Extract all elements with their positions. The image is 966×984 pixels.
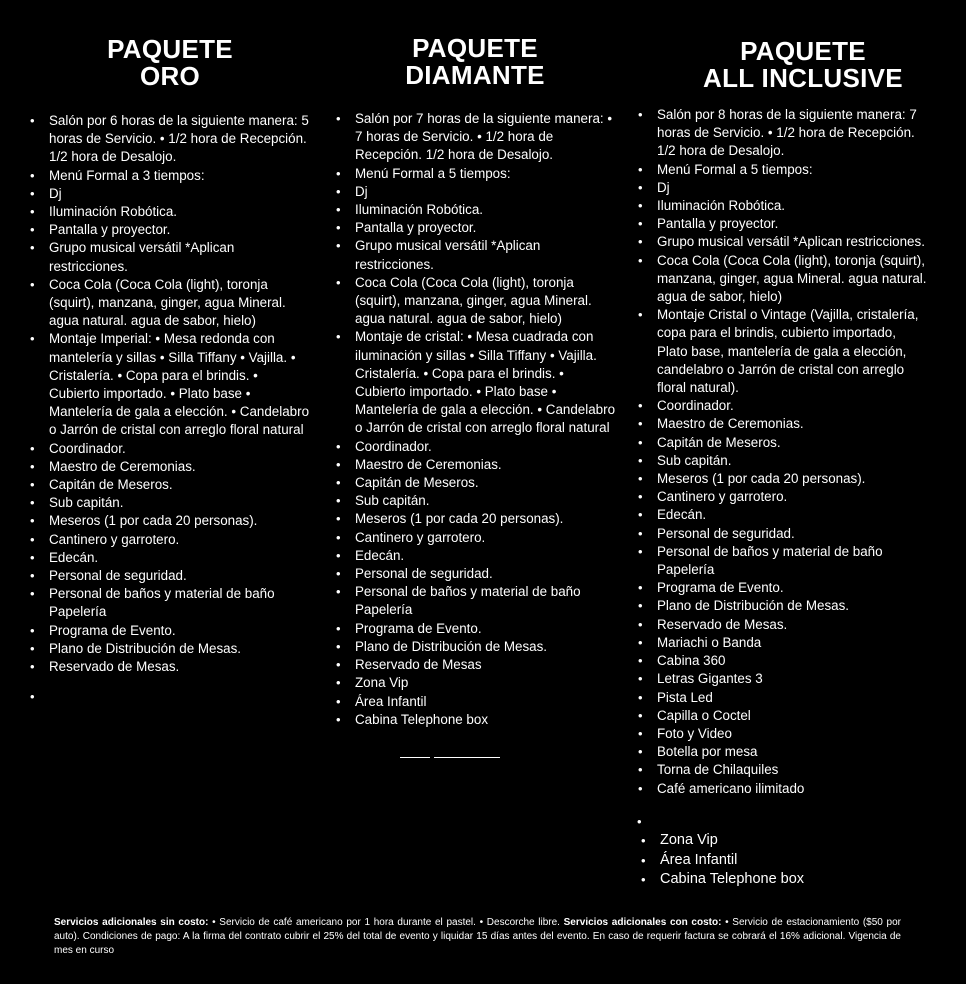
list-item: • Cabina Telephone box [660,870,920,890]
orphan-bullet: • [30,689,35,704]
orphan-bullet: • [637,814,642,829]
list-item: • Zona Vip [660,831,920,851]
list-item: • Personal de seguridad. [49,567,311,585]
list-item: • Menú Formal a 3 tiempos: [49,167,311,185]
list-item: • Montaje de cristal: • Mesa cuadrada con iluminación y sillas • Silla Tiffany • Vajilla. Cristalería. • Copa para el brindis. • Cubierto importado. • Plato base • Mantelería de gala a elección. • Candelabro o Jarrón de cristal con arreglo floral natural [355,328,617,437]
list-item: • Letras Gigantes 3 [657,670,929,688]
list-item: • Coca Cola (Coca Cola (light), toronja (squirt), manzana, ginger, agua Mineral. agua natural. agua de sabor, hielo) [49,276,311,331]
list-item: • Capitán de Meseros. [355,474,617,492]
package-title-line2: DIAMANTE [405,60,545,90]
list-item: • Sub capitán. [49,494,311,512]
list-item: • Personal de baños y material de baño Papelería [657,543,929,579]
list-item: • Grupo musical versátil *Aplican restricciones. [49,239,311,275]
list-item: • Meseros (1 por cada 20 personas). [49,512,311,530]
list-item: • Plano de Distribución de Mesas. [355,638,617,656]
list-item: • Dj [49,185,311,203]
package-title-line2: ALL INCLUSIVE [703,63,903,93]
list-item: • Edecán. [49,549,311,567]
package-title-line1: PAQUETE [740,36,866,66]
list-item: • Salón por 7 horas de la siguiente manera: • 7 horas de Servicio. • 1/2 hora de Recepción. 1/2 hora de Desalojo. [355,110,617,165]
list-item: • Montaje Imperial: • Mesa redonda con mantelería y sillas • Silla Tiffany • Vajilla. • Cristalería. • Copa para el brindis. • Cubierto importado. • Plato base • Mantelería de gala a elección. • Candelabro o Jarrón de cristal con arreglo floral natural [49,330,311,439]
list-item: • Maestro de Ceremonias. [49,458,311,476]
list-item: • Reservado de Mesas. [49,658,311,676]
list-item: • Plano de Distribución de Mesas. [49,640,311,658]
list-item: • Coordinador. [355,438,617,456]
list-item: • Zona Vip [355,674,617,692]
list-item: • Iluminación Robótica. [657,197,929,215]
list-item: • Reservado de Mesas. [657,616,929,634]
list-item: • Dj [355,183,617,201]
list-item: • Programa de Evento. [657,579,929,597]
package-title-line1: PAQUETE [107,34,233,64]
list-item: • Maestro de Ceremonias. [657,415,929,433]
package-title-diamante [375,35,575,89]
list-item: • Personal de seguridad. [355,565,617,583]
list-item: • Coordinador. [49,440,311,458]
list-item: • Menú Formal a 5 tiempos: [657,161,929,179]
list-item: • Programa de Evento. [49,622,311,640]
package-items-oro [49,112,311,676]
list-item: • Iluminación Robótica. [355,201,617,219]
list-item: • Cantinero y garrotero. [49,531,311,549]
list-item: • Salón por 6 horas de la siguiente manera: 5 horas de Servicio. • 1/2 hora de Recepción. 1/2 hora de Desalojo. [49,112,311,167]
package-extra-items-all-inclusive [660,831,920,890]
list-item: • Coca Cola (Coca Cola (light), toronja (squirt), manzana, ginger, agua Mineral. agua natural. agua de sabor, hielo) [355,274,617,329]
list-item: • Torna de Chilaquiles [657,761,929,779]
list-item: • Café americano ilimitado [657,780,929,798]
list-item: • Sub capitán. [657,452,929,470]
list-item: • Iluminación Robótica. [49,203,311,221]
list-item: • Edecán. [355,547,617,565]
list-item: • Meseros (1 por cada 20 personas). [657,470,929,488]
list-item: • Grupo musical versátil *Aplican restricciones. [355,237,617,273]
list-item: • Cabina 360 [657,652,929,670]
list-item: • Montaje Cristal o Vintage (Vajilla, cristalería, copa para el brindis, cubierto importado, Plato base, mantelería de gala a elección, candelabro o Jarrón de cristal con arreglo floral natural). [657,306,929,397]
list-item: • Dj [657,179,929,197]
list-item: • Capitán de Meseros. [657,434,929,452]
list-item: • Foto y Video [657,725,929,743]
list-item: • Área Infantil [660,851,920,871]
package-title-line1: PAQUETE [412,33,538,63]
list-item: • Pantalla y proyector. [657,215,929,233]
list-item: • Salón por 8 horas de la siguiente manera: 7 horas de Servicio. • 1/2 hora de Recepción. 1/2 hora de Desalojo. [657,106,929,161]
list-item: • Cantinero y garrotero. [657,488,929,506]
list-item: • Programa de Evento. [355,620,617,638]
package-title-line2: ORO [139,61,201,91]
list-item: • Área Infantil [355,693,617,711]
list-item: • Pantalla y proyector. [49,221,311,239]
list-item: • Pantalla y proyector. [355,219,617,237]
list-item: • Maestro de Ceremonias. [355,456,617,474]
list-item: • Capitán de Meseros. [49,476,311,494]
list-item: • Meseros (1 por cada 20 personas). [355,510,617,528]
list-item: • Mariachi o Banda [657,634,929,652]
list-item: • Coca Cola (Coca Cola (light), toronja (squirt), manzana, ginger, agua Mineral. agua natural. agua de sabor, hielo) [657,252,929,307]
list-item: • Cantinero y garrotero. [355,529,617,547]
list-item: • Capilla o Coctel [657,707,929,725]
list-item: • Botella por mesa [657,743,929,761]
package-items-diamante [355,110,617,729]
list-item: • Sub capitán. [355,492,617,510]
footer-text-free-services: • Servicio de café americano por 1 hora durante el pastel. • Descorche libre. [208,917,564,928]
list-item: • Personal de baños y material de baño Papelería [49,585,311,621]
footer-terms [54,916,901,958]
list-item: • Coordinador. [657,397,929,415]
package-items-all-inclusive [657,106,929,798]
decorative-underline [400,757,430,758]
list-item: • Cabina Telephone box [355,711,617,729]
list-item: • Plano de Distribución de Mesas. [657,597,929,615]
package-title-oro [70,36,270,90]
footer-bold-paid-services: Servicios adicionales con costo: [563,917,722,928]
decorative-underline [434,757,500,758]
list-item: • Personal de seguridad. [657,525,929,543]
footer-bold-free-services: Servicios adicionales sin costo: [54,917,209,928]
list-item: • Edecán. [657,506,929,524]
footer-text-paid-services: • Servicio de estacionamiento ($50 por auto). Condiciones de pago: A la firma del contrato cubrir el 25% del total de evento y liquidar 15 días antes del evento. En caso de requerir factura se cobrará el 16% adicional. Vigencia de mes en curso [54,917,901,956]
list-item: • Personal de baños y material de baño Papelería [355,583,617,619]
list-item: • Reservado de Mesas [355,656,617,674]
package-title-all-inclusive [693,38,913,92]
list-item: • Grupo musical versátil *Aplican restricciones. [657,233,929,251]
list-item: • Menú Formal a 5 tiempos: [355,165,617,183]
list-item: • Pista Led [657,689,929,707]
